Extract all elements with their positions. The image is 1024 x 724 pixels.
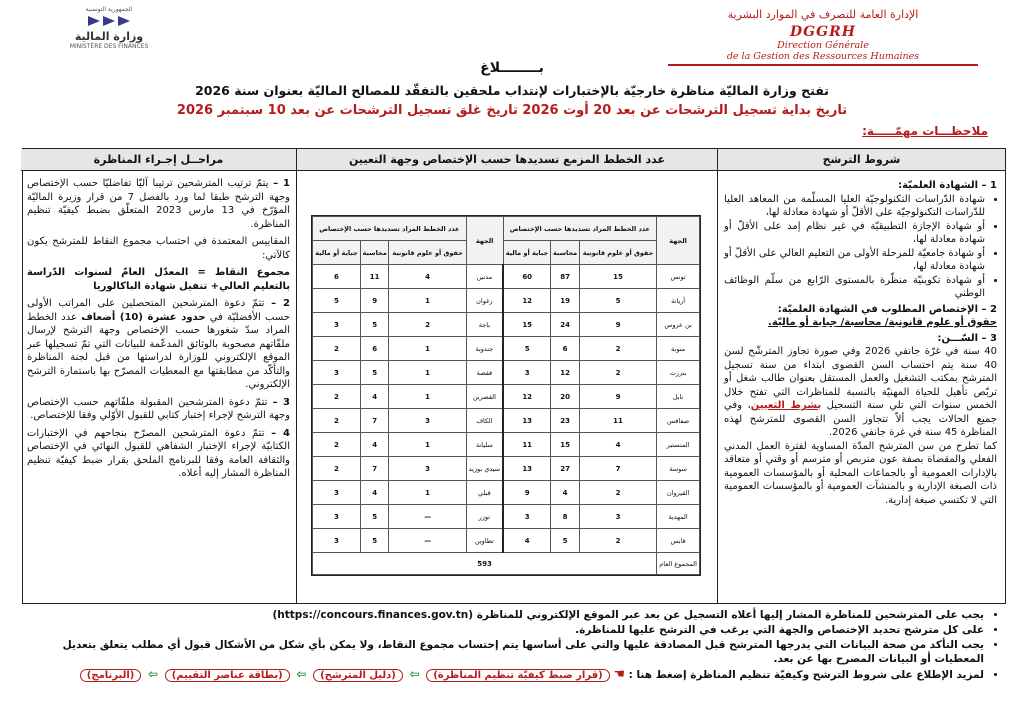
cell-accounting: 27	[551, 457, 580, 481]
stage-2-text-b: عدد الخطط المراد سدّ شغورها حسب الإختصاص وجهة الترشح لإرسال ملفّاتهم مصحوبة بالوثائق المدعّمة للبيانات التي تمّ تسجيلها عبر الموقع الإلكتروني للوزارة لدراستها من قبل لجنة المناظرة والتأكّد من مطابقتها مع المعطيات المصرّح بها باستمارة الترشح الإلكتروني.	[27, 311, 290, 390]
cell-law: 4	[389, 265, 466, 289]
cell-accounting: 9	[360, 289, 389, 313]
cell-accounting: 20	[551, 385, 580, 409]
cell-tax: 60	[503, 265, 551, 289]
link-evaluation-card[interactable]: (بطاقة عناصر التقييم)	[165, 669, 290, 682]
region-cell: نابل	[657, 385, 700, 409]
table-row	[313, 313, 700, 337]
cell-law: 2	[579, 337, 656, 361]
table-row	[313, 385, 700, 409]
cell-law: —	[389, 505, 466, 529]
page-subtitle: تفتح وزارة الماليّة مناظرة خارجيّة بالإختبارات لإنتداب ملحقين بالتفقّد للمصالح الماليّة بعنوان سنة 2026	[195, 83, 829, 98]
stage-4-text: تتمّ دعوة المترشحين المصرّح بنجاحهم في الإختبارات الكتابيّة لإجراء الإختبار الشفاهي للقبول النهائي في الإختصاص والثقافة العامة وفقا للبرنامج الملحق بقرار ضبط كيفيّة تنظيم المناظرة المشار إليه أعلاه.	[27, 427, 290, 479]
list-item: • أو شهادة تكوينيّة منظّرة بالمستوى الرّابع من سلّم الوظائف الوطني	[724, 274, 985, 301]
header-plans: عدد الخطط المزمع تسديدها حسب الإختصاص وجهة التعيين	[296, 149, 717, 171]
cell-tax: 3	[503, 361, 551, 385]
registration-dates: تاريخ بداية تسجيل الترشحات عن بعد 20 أوت 2026 تاريخ غلق تسجيل الترشحات عن بعد 10 سبتمبر 2026	[176, 103, 848, 118]
cell-tax: 5	[313, 289, 361, 313]
region-cell: قبلي	[466, 481, 503, 505]
total-row	[313, 553, 700, 575]
table-row	[313, 457, 700, 481]
cell-tax: 2	[313, 457, 361, 481]
ministry-logo-icon	[74, 16, 144, 28]
age-condition-highlight: بشرط التعيين	[750, 400, 822, 411]
cell-law: 2	[389, 313, 466, 337]
col-law-left: حقوق أو علوم قانونية	[389, 241, 466, 265]
cell-accounting: 15	[551, 433, 580, 457]
cell-accounting: 5	[360, 313, 389, 337]
region-cell: قفصة	[466, 361, 503, 385]
cell-accounting: 7	[360, 409, 389, 433]
cell-accounting: 4	[551, 481, 580, 505]
cell-law: 4	[579, 433, 656, 457]
header-conditions: شروط الترشح	[717, 149, 1005, 171]
specialty-title: 2 – الإختصاص المطلوب في الشهادة العلميّة:	[777, 303, 997, 315]
region-cell: سوسة	[657, 457, 700, 481]
col-region-left: الجهة	[466, 217, 503, 265]
cell-tax: 13	[503, 409, 551, 433]
region-cell: باجة	[466, 313, 503, 337]
list-item: • أو شهادة الإجازة التطبيقيّة في غير نظام إمد على الأقلّ أو شهادة معادلة لها،	[724, 220, 985, 247]
degree-list	[724, 193, 997, 301]
conditions-column	[717, 171, 1005, 603]
region-cell: بنزرت	[657, 361, 700, 385]
cell-law: 15	[579, 265, 656, 289]
cell-tax: 12	[503, 289, 551, 313]
header-left-small-2: MINISTÈRE DES FINANCES	[69, 43, 149, 50]
cell-tax: 11	[503, 433, 551, 457]
degree-title: 1 – الشهادة العلميّة:	[898, 180, 997, 191]
region-cell: تطاوين	[466, 529, 503, 553]
list-item: • شهادة الدّراسات التكنولوجيّة العليا المسلّمة من المعاهد العليا للدّراسات التكنولوجيّة على الأقلّ أو شهادة معادلة لها،	[724, 193, 985, 220]
arrow-icon: ⇦	[409, 667, 420, 681]
stage-2	[27, 297, 290, 392]
cell-tax: 5	[503, 337, 551, 361]
cell-law: 2	[579, 481, 656, 505]
cell-accounting: 6	[551, 337, 580, 361]
region-cell: منوبة	[657, 337, 700, 361]
group-header-left: عدد الخطط المراد تسديدها حسب الإختصاص	[313, 217, 467, 241]
concours-link[interactable]: (https://concours.finances.gov.tn)	[272, 609, 474, 621]
header-left-name: وزارة المالية	[74, 30, 144, 43]
region-cell: المنستير	[657, 433, 700, 457]
cell-tax: 2	[313, 433, 361, 457]
stage-1	[27, 177, 290, 231]
total-value: 593	[313, 553, 657, 575]
table-row	[313, 289, 700, 313]
cell-law: 11	[579, 409, 656, 433]
header-left-logo	[64, 6, 154, 51]
region-cell: سليانة	[466, 433, 503, 457]
region-cell: جندوبة	[466, 337, 503, 361]
list-item: • أو شهادة جامعيّة للمرحلة الأولى من التعليم العالي على الأقلّ أو شهادة معادلة لها،	[724, 247, 985, 274]
region-cell: بن عروس	[657, 313, 700, 337]
footer-item-4	[20, 667, 984, 683]
cell-tax: 2	[313, 385, 361, 409]
cell-law: 1	[389, 361, 466, 385]
region-cell: تونس	[657, 265, 700, 289]
header-right-logo	[658, 8, 988, 68]
table-row	[313, 505, 700, 529]
cell-law: 1	[389, 385, 466, 409]
group-header-right: عدد الخطط المراد تسديدها حسب الإختصاص	[503, 217, 657, 241]
cell-law: 2	[579, 361, 656, 385]
cell-tax: 2	[313, 409, 361, 433]
link-decree[interactable]: (قرار ضبط كيفيّة تنظيم المناظرة)	[426, 669, 609, 682]
cell-accounting: 7	[360, 457, 389, 481]
cell-accounting: 4	[360, 385, 389, 409]
cell-tax: 13	[503, 457, 551, 481]
cell-accounting: 5	[551, 529, 580, 553]
region-cell: القصرين	[466, 385, 503, 409]
table-row	[313, 409, 700, 433]
table-row	[313, 433, 700, 457]
cell-tax: 6	[313, 265, 361, 289]
total-label: المجموع العام	[657, 553, 700, 575]
cell-tax: 3	[313, 529, 361, 553]
cell-law: 3	[579, 505, 656, 529]
table-row	[313, 481, 700, 505]
age-text-b: ، وفي جميع الحالات يجب ألاّ تتجاوز السن القصوى للمترشح لهذه المناظرة 45 سنة في غرة جانفي 2026.	[724, 400, 997, 438]
col-acc-left: محاسبة	[360, 241, 389, 265]
region-cell: المهدية	[657, 505, 700, 529]
stage-3-text: تتمّ دعوة المترشحين المقبولة ملفّاتهم حسب الإختصاص وجهة الترشح لإجراء إختبار كتابي للقبول الأوّلي وفقا للإختصاص.	[27, 396, 290, 421]
link-program[interactable]: (البرنامج)	[80, 669, 142, 682]
col-tax-left: جباية أو مالية	[313, 241, 361, 265]
page-title: بــــــــلاغ	[480, 60, 544, 76]
region-cell: قابس	[657, 529, 700, 553]
cell-tax: 4	[503, 529, 551, 553]
header-right-fr-1: Direction Générale	[777, 40, 869, 51]
cell-law: 1	[389, 337, 466, 361]
table-row	[313, 361, 700, 385]
stage-3	[27, 396, 290, 423]
stage-2-bold: حدود عشرة (10) أضعاف	[81, 311, 206, 323]
footer-text-1: يجب على المترشحين للمناظرة المشار إليها أعلاه التسجيل عن بعد عبر الموقع الإلكتروني للمناظرة	[476, 609, 984, 621]
header-right-arabic: الإدارة العامة للتصرف في الموارد البشرية	[727, 8, 919, 21]
footer-item-3: • يجب التأكد من صحة البيانات التي يدرجها المترشح قبل المصادقة عليها والتي على أساسها يتم إحتساب مجموع النقاط، ولا يمكن بأي شكل من الأشكال قبول أي مطلب يتعلق بتعديل المعطيات أو البيانات المصرح بها عن بعد.	[20, 638, 984, 666]
cell-law: 9	[579, 385, 656, 409]
plans-column	[296, 171, 717, 603]
region-cell: أريانة	[657, 289, 700, 313]
cell-accounting: 8	[551, 505, 580, 529]
col-tax-right: جباية أو مالية	[503, 241, 551, 265]
cell-tax: 12	[503, 385, 551, 409]
cell-accounting: 23	[551, 409, 580, 433]
region-cell: توزر	[466, 505, 503, 529]
region-cell: سيدي بوزيد	[466, 457, 503, 481]
age-title: 3 – السّـــن:	[937, 332, 997, 344]
cell-accounting: 11	[360, 265, 389, 289]
region-cell: القيروان	[657, 481, 700, 505]
footer-notes	[20, 608, 1002, 684]
age-text-a: 40 سنة في غرّة جانفي 2026 وفي صورة تجاوز المترشّح لسن 40 سنة يتم احتساب السن القصوى ابتداء من سنة تسجيل المترشح بمكتب التشغيل والعمل المستقل بعنوان طالب شغل أو تربّص تأهيل للحياة المهنيّة بالنسبة للمناظرات التي تفتح خلال الخمس سنوات التي تلي سنة التسجيل	[724, 346, 998, 411]
cell-tax: 3	[313, 361, 361, 385]
cell-tax: 2	[313, 337, 361, 361]
region-cell: زغوان	[466, 289, 503, 313]
stage-3-num: 3 –	[272, 396, 291, 408]
header-right-code: DGGRH	[790, 24, 856, 40]
arrow-icon: ⇦	[296, 667, 307, 681]
cell-law: 3	[389, 457, 466, 481]
footer-text-4: لمزيد الإطلاع على شروط الترشح وكيفيّة تنظيم المناظرة إضغط هنا :	[628, 669, 984, 681]
footer-item-2: • على كل مترشح تحديد الإختصاص والجهة التي يرغب في الترشح عليها للمناظرة.	[20, 623, 984, 637]
score-formula: مجموع النقاط = المعدّل العامّ لسنوات الدّراسة بالتعليم العالي+ تنفيل شهادة الباكالوريا	[27, 267, 290, 292]
cell-tax: 3	[313, 505, 361, 529]
cell-tax: 9	[503, 481, 551, 505]
cell-law: —	[389, 529, 466, 553]
stage-1-text: يتمّ ترتيب المترشحين ترتيبا آليّا تفاضليّا حسب الإختصاص وجهة الترشح طبقا لما ورد بالفصل 7 من قرار وزيرة الماليّة المؤرّخ في 13 مارس 2023 المتعلّق بضبط كيفيّة تنظيم المناظرة.	[27, 178, 291, 230]
cell-law: 1	[389, 289, 466, 313]
table-row	[313, 265, 700, 289]
age-text-c: كما تطرح من سن المترشح المدّة المساوية لفترة العمل المدني الفعلي والمقضاة بصفة عون متربص أو مترسم أو وقتي أو متعاقد بالإدارات العمومية أو بالجماعات المحلية أو بالمؤسسات العمومية ذات الصبغة الإدارية و بالمنشآت العمومية أو بالمؤسسات العمومية التي لا تكتسي صبغة إدارية.	[724, 440, 997, 506]
plans-table	[311, 215, 701, 576]
footer-item-1	[20, 608, 984, 622]
cell-law: 5	[579, 289, 656, 313]
cell-accounting: 4	[360, 481, 389, 505]
cell-tax: 3	[313, 313, 361, 337]
link-guide[interactable]: (دليل المترشح)	[313, 669, 403, 682]
table-row	[313, 529, 700, 553]
col-law-right: حقوق أو علوم قانونية	[579, 241, 656, 265]
cell-accounting: 5	[360, 505, 389, 529]
stage-2-text-a: تتمّ دعوة المترشحين المتحصلين على المراتب الأولى حسب الأفضليّة في	[27, 298, 290, 323]
region-cell: مدنين	[466, 265, 503, 289]
specialty-value: حقوق أو علوم قانونية/ محاسبة/ جباية أو ماليّة.	[768, 317, 997, 328]
arrow-icon: ⇦	[148, 667, 159, 681]
stage-2-num: 2 –	[271, 298, 290, 309]
cell-tax: 3	[313, 481, 361, 505]
stage-4-num: 4 –	[271, 427, 290, 439]
cell-accounting: 5	[360, 529, 389, 553]
cell-accounting: 24	[551, 313, 580, 337]
stage-4	[27, 427, 290, 481]
cell-law: 3	[389, 409, 466, 433]
cell-tax: 3	[503, 505, 551, 529]
col-region-right: الجهة	[657, 217, 700, 265]
cell-accounting: 87	[551, 265, 580, 289]
stage-1-num: 1 –	[273, 178, 290, 189]
cell-accounting: 19	[551, 289, 580, 313]
main-table	[22, 148, 1006, 604]
region-cell: صفاقس	[657, 409, 700, 433]
region-cell: الكاف	[466, 409, 503, 433]
table-row	[313, 337, 700, 361]
col-acc-right: محاسبة	[551, 241, 580, 265]
cell-law: 1	[389, 481, 466, 505]
stage-1b: المقاييس المعتمدة في احتساب مجموع النقاط للمترشح يكون كالآتي:	[27, 236, 290, 261]
cell-accounting: 6	[360, 337, 389, 361]
cell-accounting: 4	[360, 433, 389, 457]
cell-tax: 15	[503, 313, 551, 337]
header-right-fr-2: de la Gestion des Ressources Humaines	[726, 51, 920, 62]
footer-links	[80, 669, 625, 681]
age-text	[724, 345, 997, 440]
cell-accounting: 5	[360, 361, 389, 385]
cell-law: 1	[389, 433, 466, 457]
notes-label: ملاحظـــات مهمّـــــة:	[862, 124, 988, 138]
cell-law: 2	[579, 529, 656, 553]
pointing-hand-icon: ☚	[613, 667, 626, 682]
header-left-small: الجمهورية التونسية	[85, 6, 133, 13]
cell-law: 9	[579, 313, 656, 337]
stages-column	[21, 171, 296, 603]
header-stages: مراحــل إجـراء المناظرة	[21, 149, 296, 171]
cell-accounting: 12	[551, 361, 580, 385]
cell-law: 7	[579, 457, 656, 481]
